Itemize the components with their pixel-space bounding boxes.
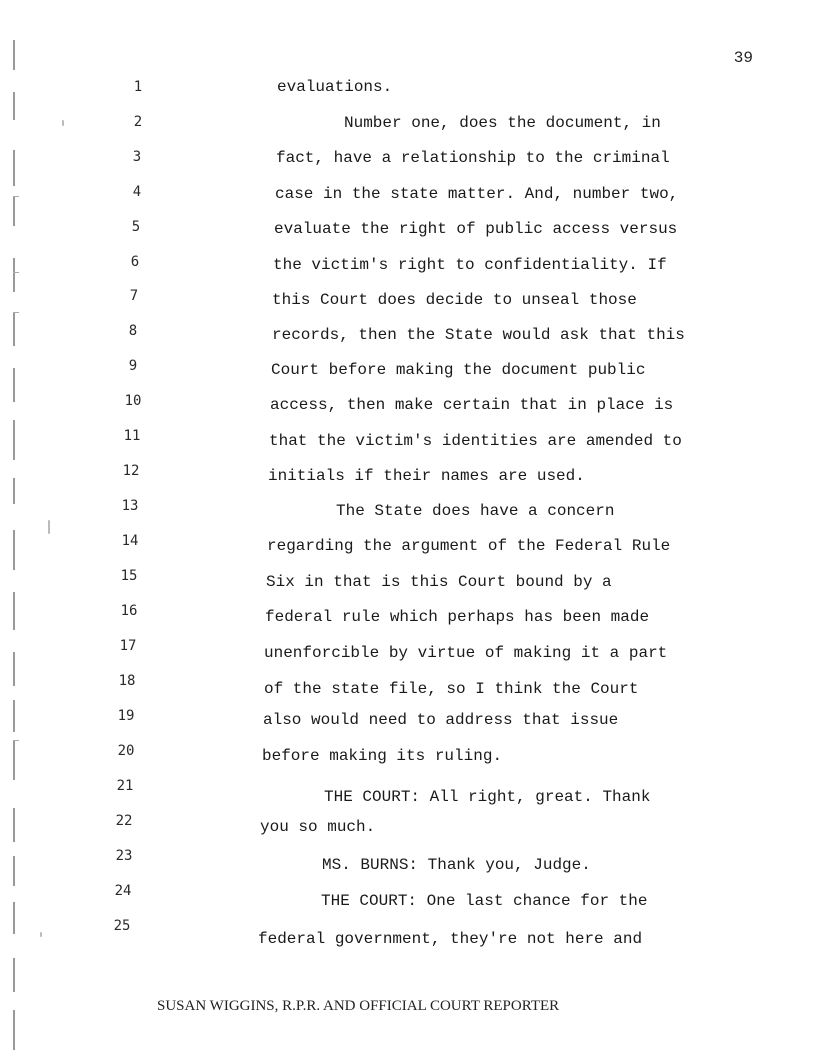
line-number: 22: [115, 813, 133, 829]
line-number: 25: [113, 918, 131, 934]
line-number: 16: [120, 603, 138, 619]
line-number: 3: [132, 149, 142, 165]
line-number: 9: [128, 358, 138, 374]
line-number: 20: [117, 743, 135, 759]
line-text: THE COURT: One last chance for the: [321, 892, 648, 910]
line-number: 23: [115, 848, 133, 864]
line-text: Court before making the document public: [271, 361, 646, 379]
line-text: before making its ruling.: [262, 747, 503, 765]
line-text: initials if their names are used.: [268, 467, 585, 485]
line-text: you so much.: [260, 818, 376, 836]
line-text: of the state file, so I think the Court: [264, 680, 639, 698]
line-number: 7: [129, 288, 139, 304]
line-text: federal government, they're not here and: [258, 930, 643, 948]
line-number: 12: [122, 463, 140, 479]
line-text: fact, have a relationship to the criminal: [276, 149, 670, 167]
line-number: 10: [124, 393, 142, 409]
line-text: evaluations.: [277, 78, 393, 96]
line-number: 6: [130, 254, 140, 270]
line-text: access, then make certain that in place is: [270, 396, 674, 414]
line-number: 15: [120, 568, 138, 584]
line-text: federal rule which perhaps has been made: [265, 608, 650, 626]
line-number: 4: [132, 184, 142, 200]
line-text: unenforcible by virtue of making it a part: [264, 644, 668, 662]
line-text: this Court does decide to unseal those: [272, 291, 637, 309]
line-number: 11: [123, 428, 141, 444]
line-text: THE COURT: All right, great. Thank: [324, 788, 651, 806]
line-text: Number one, does the document, in: [344, 114, 661, 132]
line-text: case in the state matter. And, number two,: [275, 185, 679, 203]
court-reporter-footer: SUSAN WIGGINS, R.P.R. AND OFFICIAL COURT REPORTER: [157, 998, 560, 1014]
line-number: 24: [114, 883, 132, 899]
line-number: 5: [131, 219, 141, 235]
line-text: records, then the State would ask that this: [272, 326, 685, 344]
line-number: 14: [121, 533, 139, 549]
line-text: evaluate the right of public access versus: [274, 220, 678, 238]
line-number: 17: [119, 638, 137, 654]
line-text: regarding the argument of the Federal Rule: [267, 537, 671, 555]
line-text: Six in that is this Court bound by a: [266, 573, 612, 591]
line-number: 21: [116, 778, 134, 794]
line-text: MS. BURNS: Thank you, Judge.: [322, 856, 591, 874]
line-number: 13: [121, 498, 139, 514]
line-number: 2: [133, 114, 143, 130]
line-text: also would need to address that issue: [263, 711, 619, 729]
line-text: that the victim's identities are amended to: [269, 432, 682, 450]
line-number: 19: [117, 708, 135, 724]
line-number: 1: [133, 79, 143, 95]
page-number: 39: [733, 49, 753, 67]
line-text: the victim's right to confidentiality. If: [273, 256, 667, 274]
line-number: 18: [118, 673, 136, 689]
line-number: 8: [128, 323, 138, 339]
line-text: The State does have a concern: [336, 502, 615, 520]
